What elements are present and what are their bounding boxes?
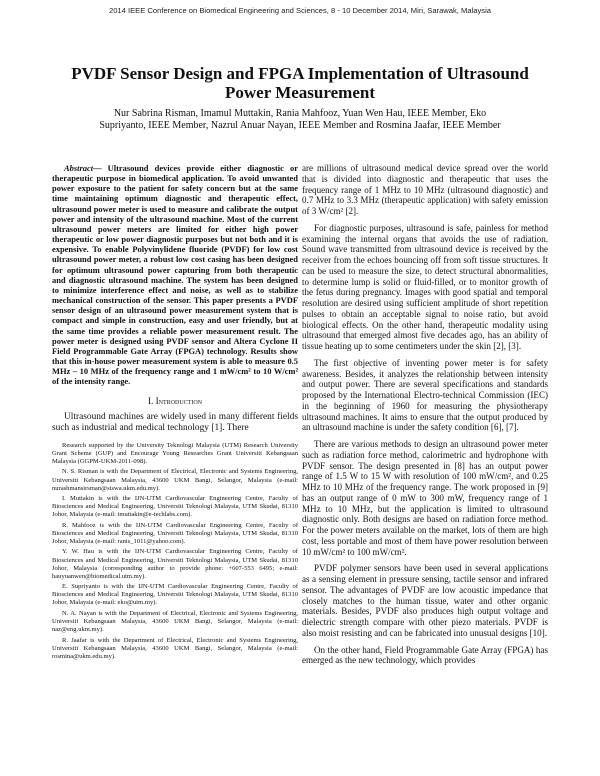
section-heading-introduction (52, 396, 298, 406)
footnote: I. Muttakin is with the IJN-UTM Cardiovascular Engineering Centre, Faculty of Biosciences and Medical Engineering, Universiti Teknologi Malaysia, UTM Skudai, 81310 Johor, Malaysia (e-mail: imuttakin@e-techlabs.com). (52, 495, 298, 519)
section-title: Introduction (155, 396, 203, 407)
footnote: Research supported by the University Teknologi Malaysia (UTM) Research University Grant Scheme (GUP) and Encourage Young Researches Grant Universiti Kebangsaan Malaysia (GGPM-UKM-2011-098). (52, 441, 298, 465)
abstract-lead: Abstract (64, 163, 94, 173)
author-line-1: Nur Sabrina Risman, Imamul Muttakin, Rania Mahfooz, Yuan Wen Hau, IEEE Member, Eko (113, 108, 487, 119)
author-footnotes (52, 442, 298, 661)
section-number: I. (147, 396, 154, 407)
body-paragraph: are millions of ultrasound medical device spread over the world that is divided into diagnostic and therapeutic that uses the frequency range of 1 MHz to 10 MHz (ultrasound diagnostic) and 0.7 MHz to 3.3 MHz (therapeutic application) with safety emission of 3 W/cm² [2]. (302, 163, 548, 216)
left-column (52, 163, 298, 663)
intro-paragraph: Ultrasound machines are widely used in many different fields such as industrial and medical technology [1]. There (52, 411, 298, 433)
abstract (52, 163, 298, 386)
author-list (65, 108, 535, 133)
abstract-body: — Ultrasound devices provide either diagnostic or therapeutic purpose in biomedical application. To avoid unwanted power exposure to the patient for safety concern but at the same time maintaining optimum diagnostic and therapeutic effect, ultrasound power meter is used to measure and calibrate the output power and intensity of the ultrasound machine. Most of the current ultrasound power meters are limited for either high power therapeutic or low power diagnostic purposes but not both and it is expensive. To enable Polyvinylidene fluoride (PVDF) for low cost ultrasound power meter, a robust low cost casing has been designed for optimum ultrasound power capturing from both therapeutic and diagnostic ultrasound machine. The system has been designed to minimize interference effect and noise, as well as to stabilize mechanical construction of the sensor. This paper presents a PVDF sensor design of an ultrasound power measurement system that is compact and simple in construction, easy and user friendly, but at the same time provides a reliable power measurement result. The power meter is designed using PVDF sensor and Altera Cyclone II Field Programmable Gate Array (FPGA) technology. Results show that this in-house power measurement system is able to measure 0.5 MHz – 10 MHz of the frequency range and 1 mW/cm² to 10 W/cm² of the intensity range. (52, 163, 298, 387)
footnote: N. A. Nayan is with the Department of Electrical, Electronic and Systems Engineering, Universiti Kebangsaan Malaysia, 43600 UKM Bangi, Selangor, Malaysia (e-mail: naz@eng.ukm.my). (52, 609, 298, 634)
footnote: Y. W. Hau is with the IJN-UTM Cardiovascular Engineering Centre, Faculty of Biosciences and Medical Engineering, Universiti Teknologi Malaysia, UTM Skudai, 81310 Johor, Malaysia (corresponding author to provide phone: +607-553 6495; e-mail: hauyuanwen@biomedical.utm.my). (52, 548, 298, 580)
footnote: E. Supriyanto is with the IJN-UTM Cardiovascular Engineering Centre, Faculty of Biosciences and Medical Engineering, Universiti Teknologi Malaysia, UTM Skudai, 81310 Johor, Malaysia (e-mail: eko@utm.my). (52, 583, 298, 607)
paper-title: PVDF Sensor Design and FPGA Implementation of Ultrasound Power Measurement (71, 64, 529, 102)
running-head: 2014 IEEE Conference on Biomedical Engineering and Sciences, 8 - 10 December 2014, Miri, Sarawak, Malaysia (108, 6, 491, 15)
body-paragraph: PVDF polymer sensors have been used in several applications as a sensing element in pressure sensing, tactile sensor and infrared sensor. The advantages of PVDF are low acoustic impedance that closely matches to the human tissue, water and other organic materials. Besides, PVDF also produces high output voltage and dielectric strength compare with other piezo materials. PVDF is also moist resisting and can be fabricated into unusual designs [10]. (302, 563, 548, 638)
body-paragraph: The first objective of inventing power meter is for safety awareness. Besides, it analyzes the relationship between intensity and output power. There are several specifications and standards proposed by the International Electro-technical Commission (IEC) in the beginning of 1960 for measuring the physiotherapy ultrasound machines. It aims to ensure that the output produced by an ultrasound machine is under the safety condition [6], [7]. (302, 357, 548, 433)
author-line-2: Supriyanto, IEEE Member, Nazrul Anuar Nayan, IEEE Member and Rosmina Jaafar, IEEE Member (99, 120, 501, 132)
body-paragraph: On the other hand, Field Programmable Gate Array (FPGA) has emerged as the new technology, which provides (302, 644, 548, 666)
footnote: R. Mahfooz is with the IJN-UTM Cardiovascular Engineering Centre, Faculty of Biosciences and Medical Engineering, Universiti Teknologi Malaysia, UTM Skudai, 81310 Johor, Malaysia (e-mail: ranis_1011@yahoo.com). (52, 521, 298, 545)
body-paragraph: There are various methods to design an ultrasound power meter such as radiation force method, calorimetric and hydrophone with PVDF sensor. The design presented in [8] has an output power range of 1.5 W to 15 W with resolution of 100 mW/cm², and 0.25 MHz to 10 MHz of the frequency range. The work proposed in [9] has an output range of 0 mW to 300 mW, frequency range of 1 MHz to 10 MHz, but the application is limited to ultrasound diagnostic only. Both designs are based on radiation force method. For the power meters available on the market, lots of them are high cost, less portable and most of them have power resolution between 10 mW/cm² to 100 mW/cm². (302, 439, 548, 557)
body-paragraph: For diagnostic purposes, ultrasound is safe, painless for method examining the internal organs that avoids the use of radiation. Sound wave transmitted from ultrasound device is received by the receiver from the echoes bouncing off from soft tissue structures. It can be used to measure the size, to detect structural abnormalities, to determine lump is solid or fluid-filled, or to monitor growth of the fetus during pregnancy. Images with good spatial and temporal resolution are desired using sufficient amplitude of short repetition pulses to obtain an acceptable signal to noise ratio, but avoid biological effects. On the other hand, therapeutic modality using ultrasound that emerged almost five decades ago, has an ability of tissue heating up to some centimeters under the skin [2], [3]. (302, 222, 548, 351)
right-column (302, 163, 548, 672)
footnote: R. Jaafar is with the Department of Electrical, Electronic and Systems Engineering, Universiti Kebangsaan Malaysia, 43600 UKM Bangi, Selangor, Malaysia (e-mail: rosmina@ukm.edu.my). (52, 636, 298, 660)
footnote: N. S. Risman is with the Department of Electrical, Electronic and Systems Engineering, Universiti Kebangsaan Malaysia, 43600 UKM Bangi, Selangor, Malaysia (e-mail: nurashmansirsman@siswa.ukm.edu.my). (52, 468, 298, 492)
